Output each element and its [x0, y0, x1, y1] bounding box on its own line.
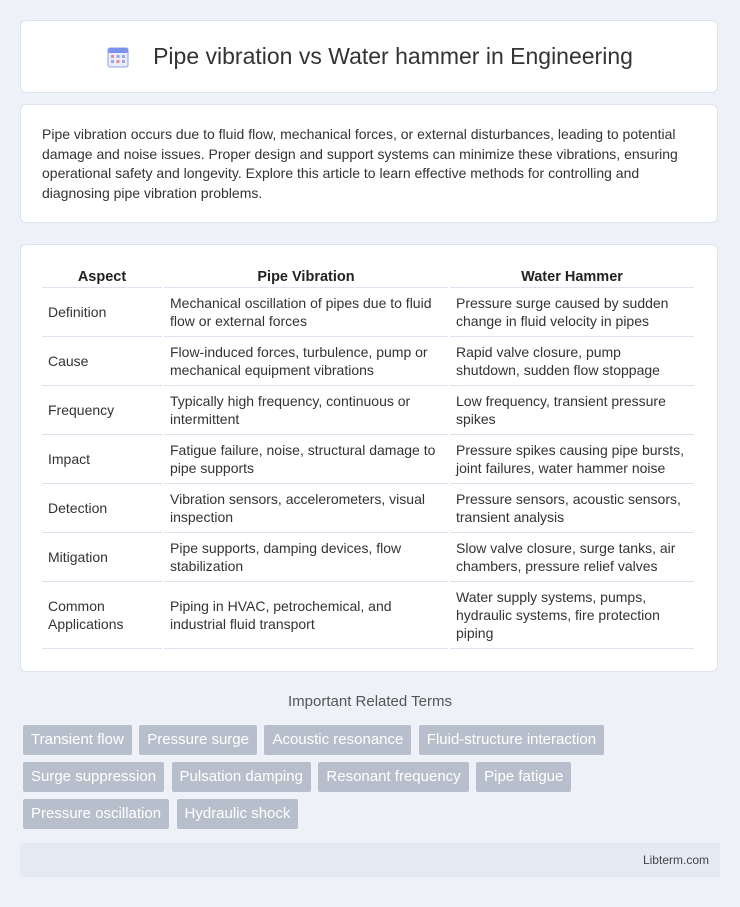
calendar-grid-icon [105, 44, 131, 70]
table-cell: Impact [42, 435, 162, 484]
column-header-aspect: Aspect [42, 265, 162, 288]
table-cell: Definition [42, 288, 162, 337]
related-term-tag[interactable]: Pressure surge [139, 725, 257, 755]
related-term-tag[interactable]: Pipe fatigue [476, 762, 571, 792]
table-cell: Typically high frequency, continuous or intermittent [164, 386, 448, 435]
related-term-tag[interactable]: Acoustic resonance [264, 725, 411, 755]
table-cell: Piping in HVAC, petrochemical, and industrial fluid transport [164, 582, 448, 649]
table-row [42, 386, 694, 435]
table-cell: Rapid valve closure, pump shutdown, sudden flow stoppage [450, 337, 694, 386]
related-term-tag[interactable]: Resonant frequency [318, 762, 468, 792]
table-cell: Mechanical oscillation of pipes due to fluid flow or external forces [164, 288, 448, 337]
table-cell: Water supply systems, pumps, hydraulic systems, fire protection piping [450, 582, 694, 649]
table-cell: Vibration sensors, accelerometers, visual inspection [164, 484, 448, 533]
table-cell: Slow valve closure, surge tanks, air chambers, pressure relief valves [450, 533, 694, 582]
table-cell: Flow-induced forces, turbulence, pump or mechanical equipment vibrations [164, 337, 448, 386]
table-row [42, 337, 694, 386]
table-cell: Cause [42, 337, 162, 386]
comparison-table [40, 265, 696, 649]
column-header-water-hammer: Water Hammer [450, 265, 694, 288]
intro-text: Pipe vibration occurs due to fluid flow, mechanical forces, or external disturbances, leading to potential damage and noise issues. Proper design and support systems can minimize these vibrations, ensuring operational safety and longevity. Explore this article to learn effective methods for controlling and diagnosing pipe vibration problems. [42, 126, 678, 201]
table-cell: Pressure sensors, acoustic sensors, transient analysis [450, 484, 694, 533]
related-term-tag[interactable]: Pressure oscillation [23, 799, 169, 829]
related-term-tag[interactable]: Transient flow [23, 725, 132, 755]
related-term-tag[interactable]: Fluid-structure interaction [419, 725, 604, 755]
table-cell: Pressure spikes causing pipe bursts, joint failures, water hammer noise [450, 435, 694, 484]
column-header-pipe-vibration: Pipe Vibration [164, 265, 448, 288]
table-cell: Pipe supports, damping devices, flow stabilization [164, 533, 448, 582]
comparison-card [20, 244, 718, 672]
table-cell: Detection [42, 484, 162, 533]
page-title: Pipe vibration vs Water hammer in Engineering [153, 43, 633, 69]
table-row [42, 582, 694, 649]
footer-site-link[interactable]: Libterm.com [642, 853, 709, 867]
table-row [42, 435, 694, 484]
related-term-tag[interactable]: Hydraulic shock [177, 799, 299, 829]
table-cell: Common Applications [42, 582, 162, 649]
table-row [42, 533, 694, 582]
table-row [42, 288, 694, 337]
table-cell: Frequency [42, 386, 162, 435]
related-terms-title: Important Related Terms [288, 693, 452, 710]
table-cell: Fatigue failure, noise, structural damage to pipe supports [164, 435, 448, 484]
related-term-tag[interactable]: Pulsation damping [172, 762, 311, 792]
table-cell: Pressure surge caused by sudden change in fluid velocity in pipes [450, 288, 694, 337]
table-row [42, 484, 694, 533]
table-cell: Mitigation [42, 533, 162, 582]
related-term-tag[interactable]: Surge suppression [23, 762, 164, 792]
intro-card [20, 104, 718, 223]
header-card [20, 20, 718, 93]
related-terms-list [23, 725, 723, 836]
footer [20, 843, 720, 877]
table-cell: Low frequency, transient pressure spikes [450, 386, 694, 435]
